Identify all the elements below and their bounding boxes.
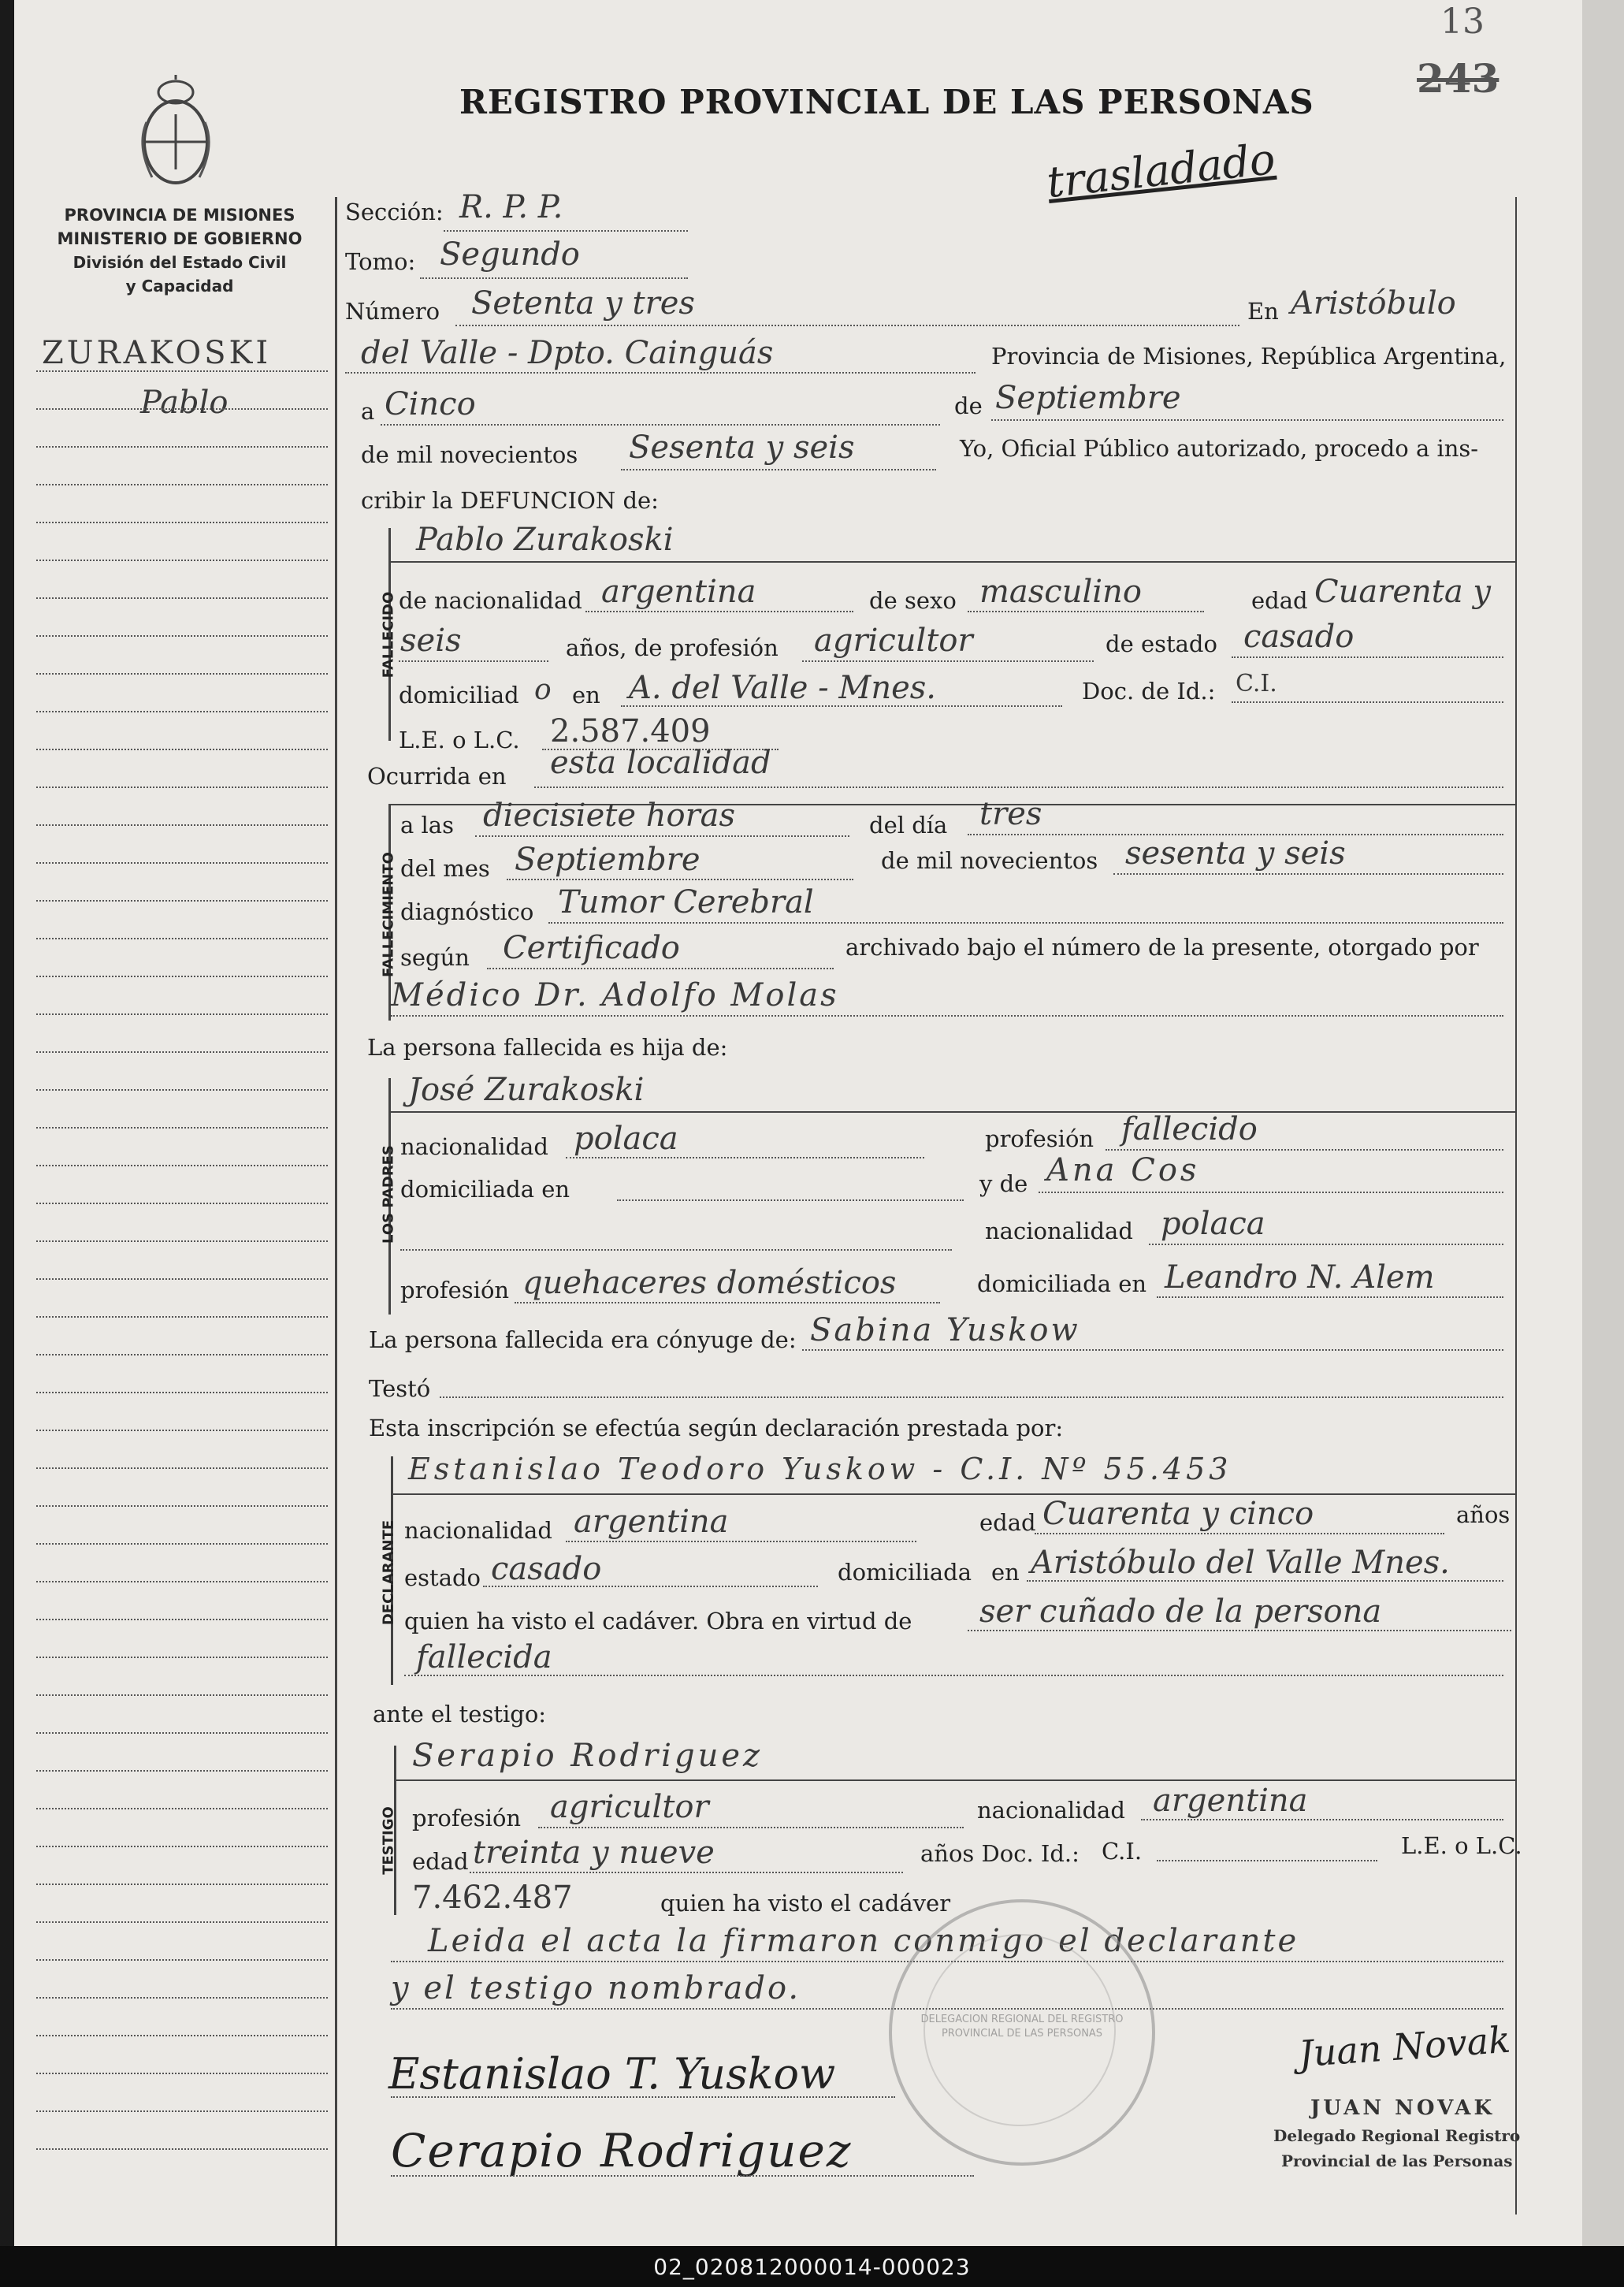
margin-line	[36, 2073, 328, 2074]
dia-value: Cinco	[385, 386, 476, 422]
side-label-fallecimiento: FALLECIMIENTO	[380, 852, 397, 977]
en-label: En	[1247, 298, 1279, 325]
padre-name: José Zurakoski	[408, 1072, 645, 1108]
cribir-label: cribir la DEFUNCION de:	[361, 487, 659, 514]
le-lc-label: L.E. o L.C.	[399, 727, 520, 753]
margin-line	[36, 1846, 328, 1847]
edad-label: edad	[1251, 587, 1308, 614]
numero-label: Número	[345, 298, 440, 325]
test-le-label: L.E. o L.C.	[1401, 1832, 1522, 1859]
firma-testigo: Cerapio Rodriguez	[391, 2124, 853, 2177]
header-province: PROVINCIA DE MISIONES	[64, 206, 295, 225]
decl-edad-line	[1035, 1533, 1444, 1534]
decl-anos-label: años	[1456, 1501, 1511, 1528]
page-edge	[1582, 0, 1624, 2246]
estado-label: de estado	[1106, 630, 1217, 657]
anos-profesion-label: años, de profesión	[566, 634, 779, 661]
padre-nac-label: nacionalidad	[400, 1133, 548, 1160]
decl-edad-value: Cuarenta y cinco	[1042, 1496, 1314, 1532]
diagnostico-value: Tumor Cerebral	[558, 884, 814, 920]
madre-nac-value: polaca	[1161, 1206, 1265, 1242]
test-prof-value: agricultor	[550, 1789, 709, 1825]
decl-virtud-line-2	[404, 1675, 1503, 1676]
fallecido-name: Pablo Zurakoski	[416, 522, 674, 558]
sexo-value: masculino	[979, 574, 1142, 610]
document-page	[14, 0, 1582, 2246]
side-label-declarante: DECLARANTE	[380, 1519, 397, 1626]
official-stamp	[889, 1899, 1155, 2166]
margin-line	[36, 673, 328, 675]
localidad-value: del Valle - Dpto. Cainguás	[361, 335, 774, 371]
testigo-name: Serapio Rodriguez	[412, 1738, 764, 1774]
medico-line	[391, 1015, 1503, 1017]
margin-line	[36, 1884, 328, 1885]
ocurrida-line	[534, 787, 1503, 788]
tomo-value: Segundo	[440, 236, 580, 273]
hija-de-label: La persona fallecida es hija de:	[367, 1034, 728, 1061]
decl-virtud-value: ser cuñado de la persona	[979, 1593, 1382, 1630]
doc-id-label: Doc. de Id.:	[1082, 678, 1216, 705]
officer-role-1: Delegado Regional Registro	[1273, 2126, 1521, 2145]
header-capacity: y Capacidad	[125, 277, 234, 296]
test-doc-value: C.I.	[1102, 1838, 1143, 1865]
test-edad-value: treinta y nueve	[473, 1835, 715, 1871]
padre-prof-value: fallecido	[1121, 1111, 1258, 1147]
nacionalidad-value: argentina	[601, 574, 756, 610]
segun-line	[487, 968, 834, 969]
madre-nac-line	[1149, 1244, 1503, 1245]
left-header	[30, 203, 329, 298]
margin-line	[36, 1165, 328, 1166]
nacionalidad-line	[585, 611, 853, 612]
dia-line	[381, 424, 940, 426]
de-mil-fall-label: de mil novecientos	[881, 847, 1098, 874]
padre-dom-line	[617, 1199, 964, 1201]
header-ministry: MINISTERIO DE GOBIERNO	[57, 229, 303, 248]
madre-prof-line	[515, 1302, 940, 1303]
segun-label: según	[400, 944, 470, 971]
margin-line	[36, 408, 328, 410]
madre-dom-label: domiciliada en	[977, 1270, 1147, 1297]
padre-nac-value: polaca	[574, 1121, 678, 1157]
left-column-divider	[335, 197, 337, 2246]
diagnostico-label: diagnóstico	[400, 898, 534, 925]
padre-dom-label: domiciliada en	[400, 1176, 570, 1203]
padre-prof-line	[1106, 1149, 1503, 1151]
margin-line	[36, 976, 328, 977]
ante-testigo-label: ante el testigo:	[373, 1701, 547, 1727]
margin-line	[36, 1430, 328, 1431]
decl-estado-label: estado	[404, 1564, 481, 1591]
test-nac-line	[1141, 1819, 1503, 1820]
fallecido-rule	[388, 561, 1515, 563]
ocurrida-value: esta localidad	[550, 745, 771, 781]
yo-oficial-label: Yo, Oficial Público autorizado, procedo a ins-	[960, 435, 1479, 462]
le-value: 2.587.409	[550, 713, 711, 749]
domiciliado-suffix: o	[534, 674, 552, 706]
profesion-line	[802, 660, 1094, 662]
test-nac-label: nacionalidad	[977, 1797, 1125, 1824]
doc-id-value: C.I.	[1236, 670, 1277, 697]
margin-line	[36, 1013, 328, 1015]
firma-declarante: Estanislao T. Yuskow	[388, 2049, 836, 2099]
margin-line	[36, 1694, 328, 1696]
margin-line	[36, 635, 328, 637]
coat-of-arms-icon	[132, 75, 219, 193]
margin-line	[36, 824, 328, 826]
doc-id-line	[1232, 701, 1503, 703]
margin-line	[36, 1203, 328, 1204]
decl-dom-label: domiciliada	[838, 1559, 972, 1586]
sexo-label: de sexo	[869, 587, 957, 614]
margin-line	[36, 446, 328, 448]
provincia-label: Provincia de Misiones, República Argentina,	[991, 343, 1507, 370]
hora-value: diecisiete horas	[483, 798, 736, 834]
decl-nac-value: argentina	[574, 1504, 729, 1540]
declarante-rule	[391, 1493, 1515, 1495]
margin-line	[36, 1278, 328, 1280]
del-dia-label: del día	[869, 812, 948, 839]
testigo-rule	[394, 1779, 1515, 1781]
archivado-label: archivado bajo el número de la presente, otorgado por	[845, 934, 1479, 961]
del-mes-label: del mes	[400, 855, 490, 882]
testo-label: Testó	[369, 1375, 431, 1402]
anio-line	[621, 469, 936, 470]
nacionalidad-label: de nacionalidad	[399, 587, 582, 614]
quien-visto-label: quien ha visto el cadáver. Obra en virtud de	[404, 1608, 912, 1634]
mes-line	[991, 419, 1503, 421]
margin-line	[36, 749, 328, 750]
inscripcion-label: Esta inscripción se efectúa según declaración prestada por:	[369, 1415, 1064, 1441]
test-prof-label: profesión	[412, 1805, 522, 1831]
madre-prof-label: profesión	[400, 1277, 510, 1303]
margin-line	[36, 1997, 328, 1999]
padres-rule	[388, 1111, 1515, 1113]
quien-visto-2-label: quien ha visto el cadáver	[660, 1890, 951, 1917]
y-de-label: y de	[979, 1170, 1028, 1197]
margin-line	[36, 484, 328, 485]
domicilio-line	[621, 705, 1062, 707]
conyuge-line	[802, 1349, 1503, 1351]
margin-line	[36, 1392, 328, 1393]
edad2-line	[399, 660, 548, 662]
margin-line	[36, 522, 328, 523]
en-value: Aristóbulo	[1291, 285, 1456, 322]
side-label-fallecido: FALLECIDO	[380, 591, 397, 679]
test-nac-value: argentina	[1153, 1783, 1308, 1819]
margin-line	[36, 1505, 328, 1507]
margin-line	[36, 1959, 328, 1961]
officer-name: JUAN NOVAK	[1310, 2096, 1496, 2120]
test-prof-line	[538, 1827, 964, 1828]
test-edad-line	[470, 1872, 903, 1873]
margin-line	[36, 1581, 328, 1582]
edad-value-2: seis	[400, 623, 462, 659]
margin-line	[36, 597, 328, 599]
header-division: División del Estado Civil	[72, 253, 287, 272]
margin-line	[36, 2035, 328, 2036]
conyuge-label: La persona fallecida era cónyuge de:	[369, 1326, 797, 1353]
diagnostico-line	[548, 922, 1503, 924]
de-mil-label: de mil novecientos	[361, 441, 578, 468]
firma-oficial: Juan Novak	[1297, 2017, 1512, 2076]
numero-line	[455, 325, 1239, 326]
en-domicilio-label: en	[572, 682, 600, 708]
leida-line-2: y el testigo nombrado.	[391, 1970, 801, 2006]
side-label-testigo: TESTIGO	[380, 1806, 397, 1875]
stamp-text: DELEGACION REGIONAL DEL REGISTRO PROVINCIAL DE LAS PERSONAS	[920, 2014, 1124, 2040]
mes-fallecimiento-value: Septiembre	[515, 842, 701, 878]
margin-line	[36, 1543, 328, 1545]
medico-value: Médico Dr. Adolfo Molas	[391, 977, 839, 1013]
madre-prof-value: quehaceres domésticos	[522, 1265, 897, 1301]
trasladado-annotation: trasladado	[1044, 133, 1278, 208]
estado-value: casado	[1243, 619, 1355, 655]
seccion-label: Sección:	[345, 199, 444, 225]
madre-dom-line	[1157, 1296, 1503, 1298]
margin-line	[36, 1619, 328, 1620]
madre-nac-label: nacionalidad	[985, 1218, 1133, 1244]
anio-fall-line	[1113, 873, 1503, 875]
hora-line	[475, 835, 849, 837]
decl-virtud-value-2: fallecida	[416, 1639, 552, 1675]
padre-dom-line-2	[400, 1249, 952, 1251]
margin-line	[36, 900, 328, 902]
margin-line	[36, 1051, 328, 1053]
ocurrida-label: Ocurrida en	[367, 763, 507, 790]
testo-line	[440, 1396, 1503, 1398]
margin-surname: ZURAKOSKI	[42, 335, 272, 371]
decl-nac-line	[566, 1541, 916, 1542]
margin-line	[36, 1808, 328, 1809]
decl-nac-label: nacionalidad	[404, 1517, 552, 1544]
padre-nac-line	[566, 1157, 924, 1158]
decl-dom-line	[1027, 1580, 1503, 1582]
margin-line	[36, 862, 328, 864]
a-las-label: a las	[400, 812, 454, 839]
margin-line	[36, 2110, 328, 2112]
margin-line	[36, 1316, 328, 1318]
margin-line	[36, 2148, 328, 2150]
decl-dom-value: Aristóbulo del Valle Mnes.	[1031, 1545, 1450, 1581]
officer-role-2: Provincial de las Personas	[1281, 2151, 1513, 2170]
decl-virtud-line	[968, 1630, 1511, 1631]
margin-line	[36, 1770, 328, 1772]
firma-testigo-line	[391, 2175, 974, 2177]
decl-estado-line	[483, 1586, 818, 1587]
margin-line	[36, 1354, 328, 1355]
sexo-line	[968, 611, 1204, 612]
domicilio-value: A. del Valle - Mnes.	[629, 670, 936, 706]
declarante-name: Estanislao Teodoro Yuskow - C.I. Nº 55.453	[408, 1452, 1232, 1486]
old-page-number: 243	[1417, 55, 1500, 102]
madre-name: Ana Cos	[1046, 1152, 1200, 1188]
margin-line	[36, 1467, 328, 1469]
seccion-value: R. P. P.	[459, 189, 563, 225]
margin-line	[36, 1921, 328, 1923]
decl-estado-value: casado	[491, 1551, 602, 1587]
margin-line	[36, 1732, 328, 1734]
profesion-value: agricultor	[814, 623, 973, 659]
test-anos-doc-label: años Doc. Id.:	[920, 1840, 1080, 1867]
seccion-line	[444, 230, 688, 232]
firma-declarante-line	[391, 2096, 895, 2098]
padre-prof-label: profesión	[985, 1125, 1094, 1152]
margin-line	[36, 1089, 328, 1091]
test-num-value: 7.462.487	[412, 1880, 573, 1916]
side-label-padres: LOS PADRES	[380, 1145, 397, 1244]
margin-line	[36, 711, 328, 712]
anio-value: Sesenta y seis	[629, 430, 855, 466]
mes-value: Septiembre	[995, 380, 1181, 416]
footer-id: 02_020812000014-000023	[0, 2246, 1624, 2287]
margin-given-name: Pablo	[140, 385, 229, 421]
leida-line-1: Leida el acta la firmaron conmigo el declarante	[428, 1923, 1299, 1959]
decl-en-label: en	[991, 1559, 1020, 1586]
estado-line	[1232, 656, 1503, 658]
madre-name-line	[1039, 1192, 1503, 1193]
conyuge-value: Sabina Yuskow	[810, 1312, 1080, 1348]
domiciliado-label: domiciliad	[399, 682, 519, 708]
margin-line	[36, 1240, 328, 1242]
decl-edad-label: edad	[979, 1509, 1036, 1536]
de-label: de	[954, 392, 983, 419]
test-doc-line	[1157, 1860, 1377, 1861]
segun-value: Certificado	[503, 930, 680, 966]
tomo-line	[420, 277, 688, 279]
numero-value: Setenta y tres	[471, 285, 695, 322]
edad-value: Cuarenta y	[1314, 574, 1492, 610]
margin-line	[36, 787, 328, 788]
margin-line	[36, 938, 328, 939]
madre-dom-value: Leandro N. Alem	[1165, 1259, 1435, 1296]
margin-line	[36, 370, 328, 372]
localidad-line	[345, 372, 976, 374]
test-edad-label: edad	[412, 1848, 469, 1875]
margin-line	[36, 1127, 328, 1129]
margin-line	[36, 1657, 328, 1658]
anio-fallecimiento-value: sesenta y seis	[1125, 835, 1346, 872]
margin-line	[36, 560, 328, 561]
right-border	[1515, 197, 1517, 2214]
dia-fallecimiento-value: tres	[979, 796, 1042, 832]
tomo-label: Tomo:	[345, 248, 416, 275]
page-title: REGISTRO PROVINCIAL DE LAS PERSONAS	[459, 83, 1314, 121]
mes-fall-line	[507, 879, 853, 880]
a-label: a	[361, 398, 375, 425]
page-number: 13	[1440, 2, 1485, 42]
